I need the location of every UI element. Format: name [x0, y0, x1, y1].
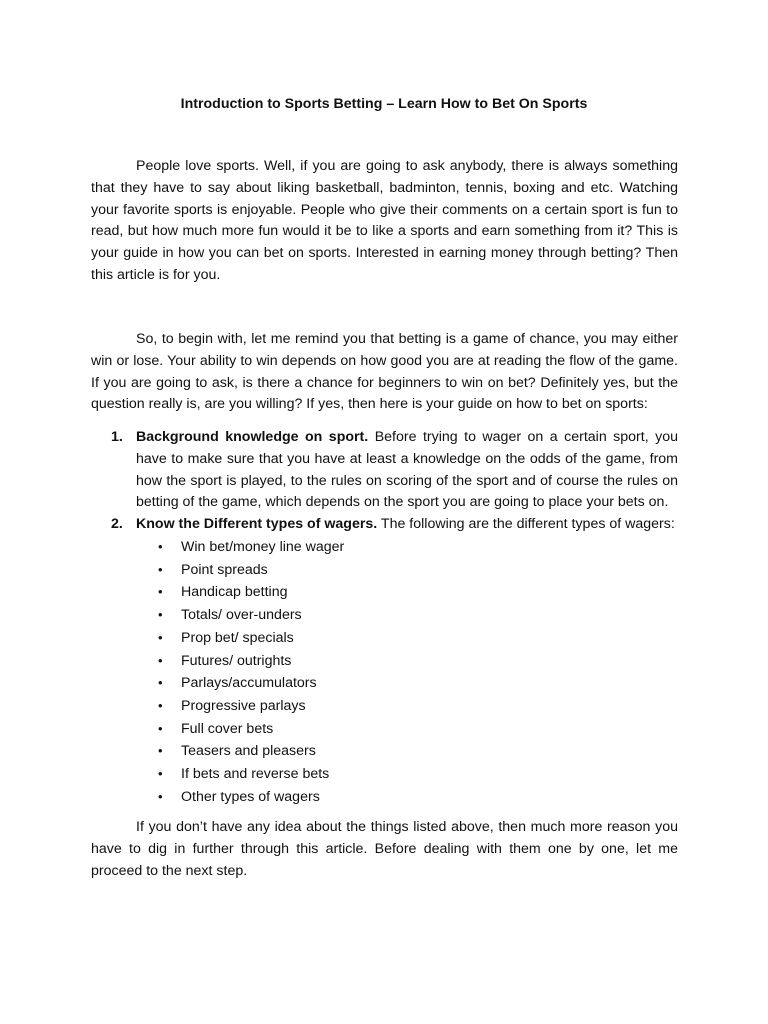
intro-paragraph: People love sports. Well, if you are going to ask anybody, there is always something that they have to say about liking basketball, badminton, tennis, boxing and etc. Watching your favorite sports is enjoyable. People who give their comments on a certain sport is fun to read, but how much more fun would it be to like a sports and earn something from it? This is your guide in how you can bet on sports. Interested in earning money through betting? Then this article is for you. [91, 158, 678, 283]
bullet-text: Other types of wagers [181, 788, 320, 805]
bullet-item [136, 627, 678, 650]
bullet-text: Point spreads [181, 561, 268, 578]
bullet-text: Win bet/money line wager [181, 538, 345, 555]
bullet-icon: • [158, 720, 163, 736]
wager-types-bullet-list [136, 536, 678, 808]
bullet-item [136, 650, 678, 673]
bullet-item [136, 604, 678, 627]
bullet-item [136, 559, 678, 582]
bullet-text: Futures/ outrights [181, 652, 292, 669]
list-number: 2. [111, 516, 123, 533]
bullet-icon: • [158, 788, 163, 804]
bullet-item [136, 786, 678, 809]
list-item-heading: Background knowledge on sport. [136, 429, 369, 445]
bullet-text: Teasers and pleasers [181, 743, 316, 760]
bullet-item [136, 672, 678, 695]
bullet-icon: • [158, 675, 163, 691]
bullet-text: If bets and reverse bets [181, 766, 330, 783]
list-item-heading: Know the Different types of wagers. [136, 516, 378, 533]
bullet-item [136, 763, 678, 786]
bullet-text: Handicap betting [181, 584, 288, 601]
bullet-text: Parlays/accumulators [181, 675, 317, 692]
bullet-text: Totals/ over-unders [181, 607, 302, 624]
bullet-icon: • [158, 584, 163, 600]
bullet-icon: • [158, 538, 163, 554]
bullet-item [136, 536, 678, 559]
bullet-item [136, 695, 678, 718]
list-item-text: The following are the different types of wagers: [377, 516, 675, 533]
numbered-list [91, 427, 678, 808]
list-number: 1. [111, 429, 123, 445]
bullet-item [136, 718, 678, 741]
bullet-icon: • [158, 766, 163, 782]
numbered-item-background-knowledge [91, 427, 678, 514]
bullet-icon: • [158, 607, 163, 623]
bullet-item [136, 581, 678, 604]
reminder-paragraph: So, to begin with, let me remind you that betting is a game of chance, you may either win or lose. Your ability to win depends on how good you are at reading the flow of the game. If you are going to ask, is there a chance for beginners to win on bet? Definitely yes, but the question really is, are you willing? If yes, then here is your guide on how to bet on sports: [91, 331, 678, 413]
next-step-paragraph: If you don’t have any idea about the things listed above, then much more reason you have to dig in further through this article. Before dealing with them one by one, let me proceed to the next step. [91, 819, 678, 879]
numbered-item-wager-types [91, 514, 678, 808]
bullet-icon: • [158, 629, 163, 645]
bullet-text: Full cover bets [181, 720, 274, 737]
bullet-item [136, 740, 678, 763]
bullet-icon: • [158, 743, 163, 759]
bullet-icon: • [158, 652, 163, 668]
bullet-text: Progressive parlays [181, 697, 306, 714]
list-item-text: Before trying to wager on a certain sport, you have to make sure that you have at least a knowledge on the odds of the game, from how the sport is played, to the rules on scoring of the sport and of course the rules on betting of the game, which depends on the sport you are going to place your bets on. [136, 429, 678, 511]
document-title: Introduction to Sports Betting – Learn How to Bet On Sports [180, 96, 588, 112]
bullet-icon: • [158, 697, 163, 713]
bullet-text: Prop bet/ specials [181, 629, 294, 646]
bullet-icon: • [158, 561, 163, 577]
